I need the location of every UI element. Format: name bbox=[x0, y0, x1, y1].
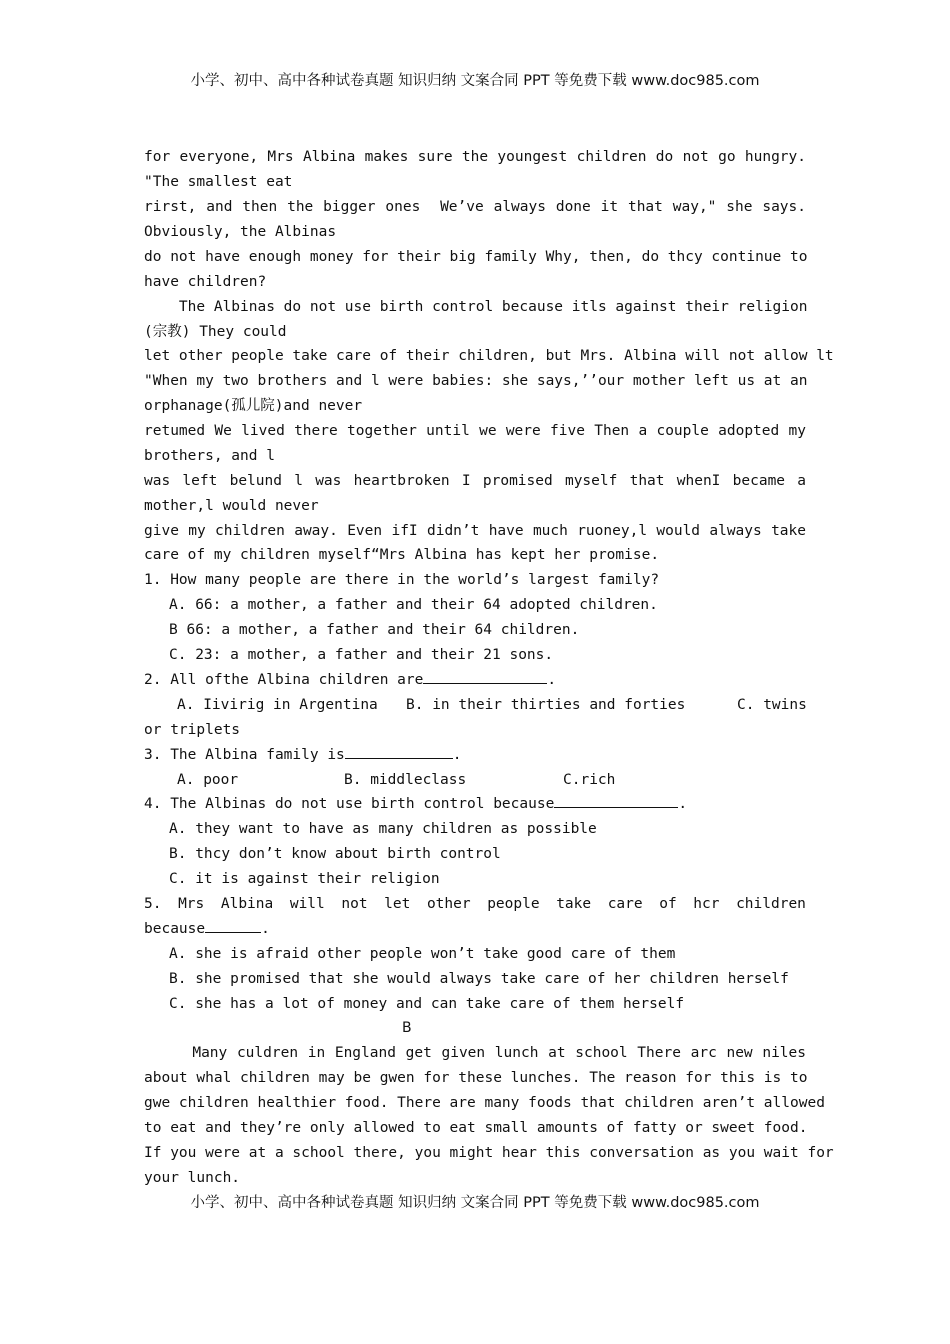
passage-line: "When my two brothers and l were babies: she says,’’our mother left us at an bbox=[144, 373, 808, 389]
passage-line: "The smallest eat bbox=[144, 174, 293, 190]
passage-line: If you were at a school there, you might hear this conversation as you wait for bbox=[144, 1145, 834, 1161]
question-stem: 4. The Albinas do not use birth control because . bbox=[144, 792, 806, 817]
page-footer: 小学、初中、高中各种试卷真题 知识归纳 文案合同 PPT 等免费下载 www.doc985.com bbox=[190, 1195, 760, 1211]
answer-blank bbox=[345, 744, 453, 759]
question-stem-text: because bbox=[144, 921, 206, 937]
option-c: C.rich bbox=[563, 772, 616, 788]
option-c: C. it is against their religion bbox=[169, 871, 440, 887]
passage-line: Obviously, the Albinas bbox=[144, 224, 337, 240]
stem-word: of bbox=[659, 896, 677, 912]
passage-line: care of my children myself“Mrs Albina has kept her promise. bbox=[144, 547, 660, 563]
passage-line: do not have enough money for their big family Why, then, do thcy continue to bbox=[144, 249, 808, 265]
stem-word: care bbox=[607, 896, 643, 912]
option-a: A. Iivirig in Argentina bbox=[177, 697, 378, 713]
option-a: A. they want to have as many children as possible bbox=[169, 821, 597, 837]
answer-blank bbox=[205, 918, 261, 933]
question-stem-continued: because . bbox=[144, 917, 806, 942]
passage-line: The Albinas do not use birth control because itls against their religion bbox=[144, 299, 808, 315]
option-c: C. 23: a mother, a father and their 21 sons. bbox=[169, 647, 554, 663]
answer-blank bbox=[554, 793, 678, 808]
passage-line: rirst, and then the bigger ones We’ve always done it that way," she says. bbox=[144, 199, 806, 215]
question-stem-text: 2. All ofthe Albina children are bbox=[144, 672, 424, 688]
stem-word: other bbox=[426, 896, 471, 912]
passage-line: Many culdren in England get given lunch at school There arc new niles bbox=[144, 1045, 806, 1061]
passage-line: brothers, and l bbox=[144, 448, 275, 464]
passage-line: mother,l would never bbox=[144, 498, 319, 514]
question-stem: 1. How many people are there in the world’s largest family? bbox=[144, 572, 660, 588]
passage-line: let other people take care of their children, but Mrs. Albina will not allow lt bbox=[144, 348, 834, 364]
section-b-heading: B bbox=[402, 1020, 412, 1036]
option-c: C. she has a lot of money and can take care of them herself bbox=[169, 996, 685, 1012]
stem-word: hcr bbox=[693, 896, 720, 912]
stem-word: not bbox=[341, 896, 368, 912]
question-stem-text: 4. The Albinas do not use birth control because bbox=[144, 796, 555, 812]
passage-line: give my children away. Even ifI didn’t have much ruoney,l would always take bbox=[144, 523, 806, 539]
option-b: B. thcy don’t know about birth control bbox=[169, 846, 501, 862]
question-stem: 3. The Albina family is . bbox=[144, 743, 806, 768]
option-b: B. in their thirties and forties bbox=[406, 697, 686, 713]
answer-blank bbox=[423, 669, 547, 684]
question-stem bbox=[144, 892, 806, 917]
stem-word: will bbox=[289, 896, 325, 912]
stem-word: children bbox=[736, 896, 806, 912]
option-b: B. she promised that she would always take care of her children herself bbox=[169, 971, 789, 987]
option-a: A. 66: a mother, a father and their 64 adopted children. bbox=[169, 597, 658, 613]
stem-word: take bbox=[556, 896, 592, 912]
passage-line: to eat and they’re only allowed to eat small amounts of fatty or sweet food. bbox=[144, 1120, 808, 1136]
stem-word: Mrs bbox=[178, 896, 205, 912]
passage-line: (宗教) They could bbox=[144, 324, 287, 340]
stem-word: 5. bbox=[144, 896, 162, 912]
question-stem-text: 3. The Albina family is bbox=[144, 747, 345, 763]
passage-line: gwe children healthier food. There are many foods that children aren’t allowed bbox=[144, 1095, 825, 1111]
option-a: A. poor bbox=[177, 772, 239, 788]
passage-line: about whal children may be gwen for these lunches. The reason for this is to bbox=[144, 1070, 808, 1086]
option-c-continued: or triplets bbox=[144, 722, 241, 738]
passage-line: orphanage(孤儿院)and never bbox=[144, 398, 363, 414]
passage-line: retumed We lived there together until we were five Then a couple adopted my bbox=[144, 423, 806, 439]
stem-word: Albina bbox=[220, 896, 274, 912]
option-c: C. twins bbox=[737, 697, 807, 713]
option-b: B. middleclass bbox=[344, 772, 467, 788]
passage-line: was left belund l was heartbroken I promised myself that whenI became a bbox=[144, 473, 806, 489]
passage-line: have children? bbox=[144, 274, 267, 290]
option-b: B 66: a mother, a father and their 64 children. bbox=[169, 622, 580, 638]
passage-line: your lunch. bbox=[144, 1170, 241, 1186]
option-a: A. she is afraid other people won’t take good care of them bbox=[169, 946, 676, 962]
question-stem: 2. All ofthe Albina children are . bbox=[144, 668, 806, 693]
page-header: 小学、初中、高中各种试卷真题 知识归纳 文案合同 PPT 等免费下载 www.doc985.com bbox=[190, 73, 760, 89]
stem-word: let bbox=[384, 896, 411, 912]
stem-word: people bbox=[487, 896, 540, 912]
passage-line: for everyone, Mrs Albina makes sure the youngest children do not go hungry. bbox=[144, 149, 806, 165]
